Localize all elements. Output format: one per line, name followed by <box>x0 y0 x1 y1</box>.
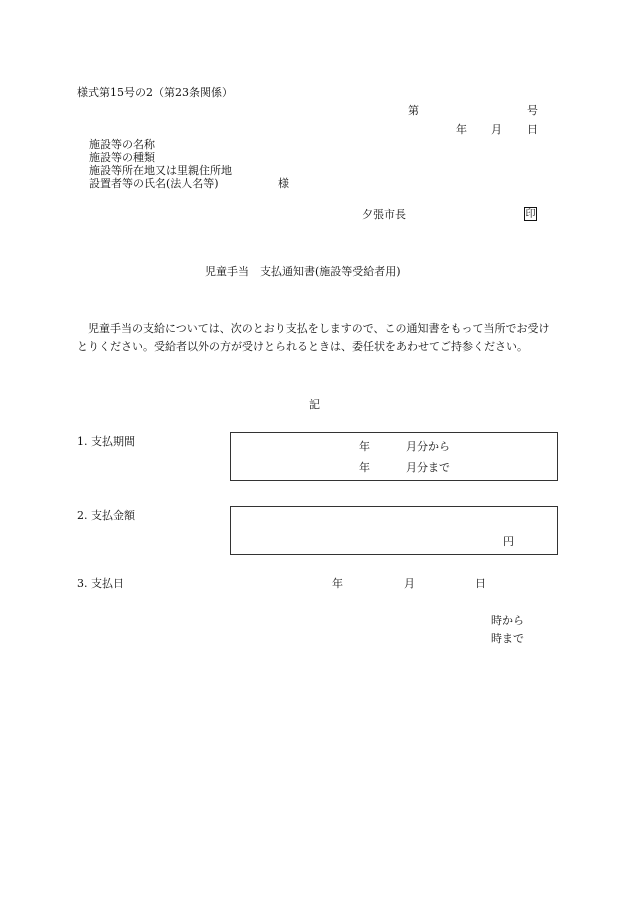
amount-unit-yen: 円 <box>503 535 514 548</box>
payment-period-label: 1. 支払期間 <box>77 435 135 448</box>
time-to-label: 時まで <box>491 632 524 645</box>
document-number-prefix: 第 <box>408 104 419 117</box>
payment-amount-label: 2. 支払金額 <box>77 509 135 522</box>
founder-name-label: 設置者等の氏名(法人名等) <box>89 177 219 190</box>
payment-date-month-label: 月 <box>404 577 415 590</box>
form-number: 様式第15号の2（第23条関係） <box>77 86 233 99</box>
official-seal: 印 <box>525 209 536 220</box>
date-month-label: 月 <box>491 123 502 136</box>
issuer-title: 夕張市長 <box>362 208 406 221</box>
payment-period-box <box>230 432 558 481</box>
facility-type-label: 施設等の種類 <box>89 151 155 164</box>
date-day-label: 日 <box>527 123 538 136</box>
date-year-label: 年 <box>456 123 467 136</box>
period-from-month-label: 月分から <box>406 440 450 453</box>
body-paragraph: 児童手当の支給については、次のとおり支払をしますので、この通知書をもって当所でお受けとりください。受給者以外の方が受けとられるときは、委任状をあわせてご持参ください。 <box>77 322 550 353</box>
facility-name-label: 施設等の名称 <box>89 138 155 151</box>
period-to-month-label: 月分まで <box>406 461 450 474</box>
payment-date-day-label: 日 <box>475 577 486 590</box>
time-from-label: 時から <box>491 614 524 627</box>
document-title: 児童手当 支払通知書(施設等受給者用) <box>205 265 401 278</box>
payment-date-label: 3. 支払日 <box>77 577 124 590</box>
payment-date-year-label: 年 <box>332 577 343 590</box>
document-number-suffix: 号 <box>527 104 538 117</box>
ki-heading: 記 <box>309 398 320 411</box>
honorific: 様 <box>278 177 289 190</box>
period-to-year-label: 年 <box>359 461 370 474</box>
period-from-year-label: 年 <box>359 440 370 453</box>
facility-address-label: 施設等所在地又は里親住所地 <box>89 164 232 177</box>
